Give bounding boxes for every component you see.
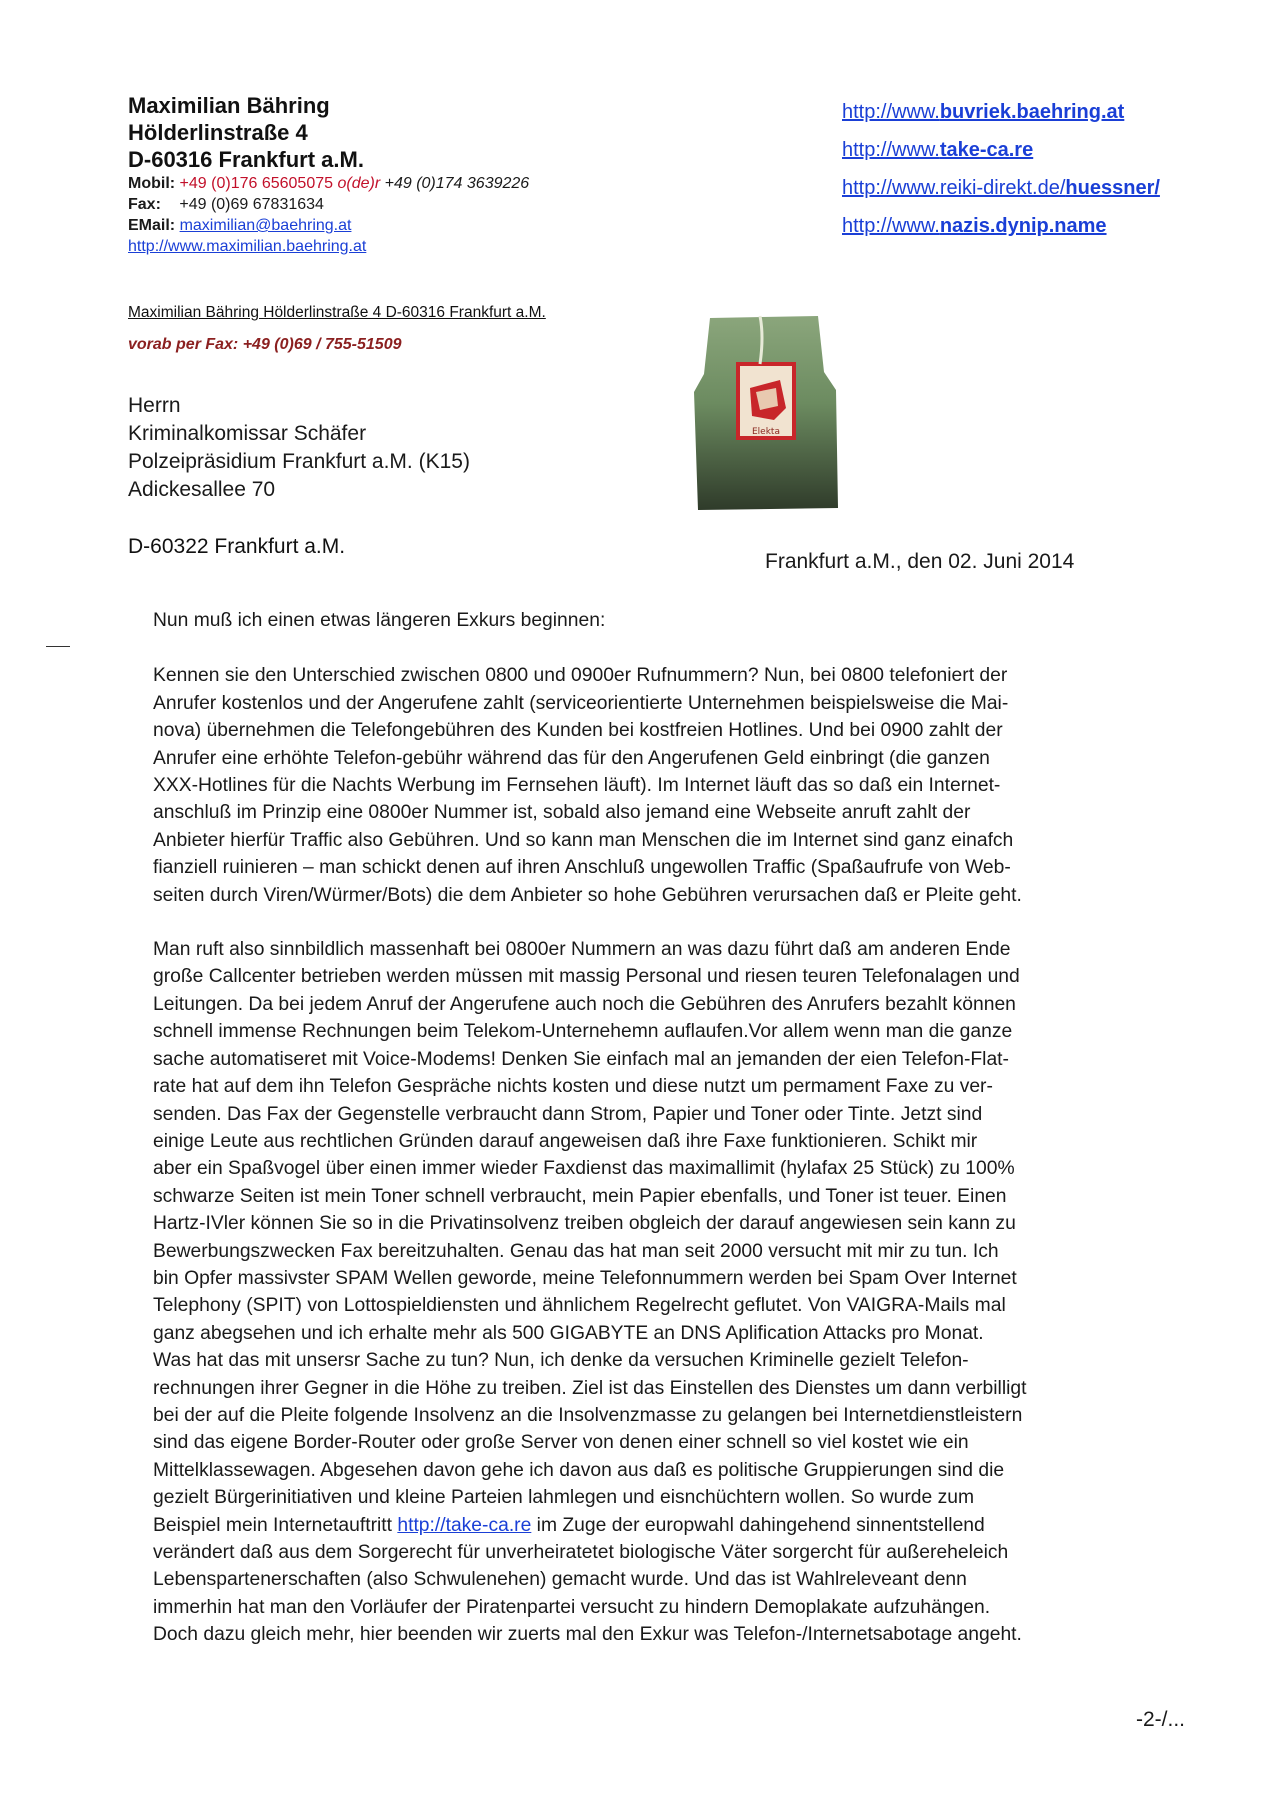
stamp-text: Elekta — [752, 427, 780, 437]
mobile-label: Mobil: — [128, 175, 176, 192]
body-line: Mittelklassewagen. Abgesehen davon gehe ich davon aus daß es politische Gruppierungen sind die — [153, 1459, 1005, 1481]
recipient-name: Kriminalkomissar Schäfer — [128, 422, 367, 445]
paragraph-1 — [153, 662, 1193, 909]
stamp-image — [690, 312, 840, 512]
header-links — [842, 100, 1262, 252]
body-line: schnell immense Rechnungen beim Telekom-Unternehemn auflaufen.Vor allem wenn man die ganze — [153, 1021, 1013, 1043]
body-line: rechnungen ihrer Gegner in die Höhe zu treiben. Ziel ist das Einstellen des Dienstes um dann verbilligt — [153, 1377, 1027, 1399]
body-text-fragment: Beispiel mein Internetauftritt — [153, 1514, 398, 1536]
body-line: fianziell ruinieren – man schickt denen auf ihren Anschluß ungewollen Traffic (Spaßaufrufe von Web- — [153, 857, 1011, 879]
body-line: große Callcenter betrieben werden müssen mit massig Personal und riesen teuren Telefonalagen und — [153, 966, 1020, 988]
body-line: sind das eigene Border-Router oder große Server von denen einer schnell so viel kostet wie ein — [153, 1432, 969, 1454]
body-line: nova) übernehmen die Telefongebühren des Kunden bei kostfreien Hotlines. Und bei 0900 zahlt der — [153, 720, 1003, 742]
page-number: -2-/... — [1136, 1708, 1186, 1731]
sender-mobile-line — [128, 173, 688, 194]
recipient-street: Adickesallee 70 — [128, 478, 276, 501]
paragraph-2 — [153, 936, 1193, 1649]
body-line: bei der auf die Pleite folgende Insolvenz an die Insolvenzmasse zu gelangen bei Internetdienstleistern — [153, 1404, 1023, 1426]
body-line: Man ruft also sinnbildlich massenhaft bei 0800er Nummern an was dazu führt daß am anderen Ende — [153, 939, 1011, 961]
fax-number: +49 (0)69 67831634 — [179, 196, 324, 213]
body-line: XXX-Hotlines für die Nachts Werbung im Fernsehen läuft). Im Internet läuft das so daß ein Internet- — [153, 775, 1001, 797]
mobile-number-1: +49 (0)176 65605075 — [179, 175, 334, 192]
body-line: Doch dazu gleich mehr, hier beenden wir zuerts mal den Exkur was Telefon-/Internetsabotage angeht. — [153, 1624, 1022, 1646]
body-text-fragment: im Zuge der europwahl dahingehend sinnentstellend — [531, 1514, 985, 1536]
body-line: Bewerbungszwecken Fax bereitzuhalten. Genau das hat man seit 2000 versucht mit mir zu tun. Ich — [153, 1240, 999, 1262]
body-line: Telephony (SPIT) von Lottospieldiensten und ähnlichem Regelrecht geflutet. Von VAIGRA-Mails mal — [153, 1295, 1006, 1317]
body-line: seiten durch Viren/Würmer/Bots) die dem Anbieter so hohe Gebühren verursachen daß er Pleite geht. — [153, 884, 1022, 906]
body-line: einige Leute aus rechtlichen Gründen darauf angeweisen daß ihre Faxe funktionieren. Schikt mir — [153, 1130, 978, 1152]
sender-name: Maximilian Bähring — [128, 93, 330, 118]
letter-body — [153, 607, 1193, 1649]
body-line: aber ein Spaßvogel über einen immer wieder Faxdienst das maximallimit (hylafax 25 Stück) zu 100% — [153, 1158, 1015, 1180]
body-line: ganz abegsehen und ich erhalte mehr als 500 GIGABYTE an DNS Aplification Attacks pro Monat. — [153, 1322, 984, 1344]
recipient-city: D-60322 Frankfurt a.M. — [128, 535, 346, 558]
take-ca-link[interactable]: http://take-ca.re — [397, 1514, 532, 1536]
body-line: Lebenspartenerschaften (also Schwulenehen) gemacht wurde. Und das ist Wahlreleveant denn — [153, 1569, 967, 1591]
body-line: anschluß im Prinzip eine 0800er Nummer ist, sobald also jemand eine Webseite anruft zahlt der — [153, 802, 971, 824]
intro-paragraph: Nun muß ich einen etwas längeren Exkurs beginnen: — [153, 610, 606, 631]
stamp-graphic — [690, 312, 840, 512]
fax-ahead-note: vorab per Fax: +49 (0)69 / 755-51509 — [128, 336, 402, 353]
recipient-block — [128, 392, 470, 504]
sender-fax-line — [128, 194, 688, 215]
mobile-or: o(de)r — [337, 175, 381, 192]
body-line: schwarze Seiten ist mein Toner schnell verbraucht, mein Papier ebenfalls, und Toner ist teuer. Einen — [153, 1185, 1007, 1207]
email-label: EMail: — [128, 217, 176, 234]
sender-city: D-60316 Frankfurt a.M. — [128, 147, 364, 172]
link-buvriek[interactable]: http://www.buvriek.baehring.at — [842, 101, 1125, 123]
fold-mark — [46, 646, 70, 647]
body-line: Anrufer eine erhöhte Telefon-gebühr während das für den Angerufenen Geld einbringt (die ganzen — [153, 747, 990, 769]
body-line: Was hat das mit unsersr Sache zu tun? Nun, ich denke da versuchen Kriminelle gezielt Telefon- — [153, 1350, 969, 1372]
website-link[interactable]: http://www.maximilian.baehring.at — [128, 238, 367, 255]
email-link[interactable]: maximilian@baehring.at — [179, 217, 352, 234]
link-take-ca[interactable]: http://www.take-ca.re — [842, 139, 1034, 161]
sender-street: Hölderlinstraße 4 — [128, 120, 308, 145]
recipient-org: Polzeipräsidium Frankfurt a.M. (K15) — [128, 450, 470, 473]
body-line: Anbieter hierfür Traffic also Gebühren. Und so kann man Menschen die im Internet sind ganz einafch — [153, 829, 1014, 851]
body-line: immerhin hat man den Vorläufer der Piratenpartei versucht zu hindern Demoplakate aufzuhängen. — [153, 1596, 991, 1618]
body-line: gezielt Bürgerinitiativen und kleine Parteien lahmlegen und eisnchüchtern wollen. So wurde zum — [153, 1487, 975, 1509]
body-line: Kennen sie den Unterschied zwischen 0800 und 0900er Rufnummern? Nun, bei 0800 telefoniert der — [153, 665, 1008, 687]
sender-email-line — [128, 215, 688, 236]
body-line: bin Opfer massivster SPAM Wellen geworde, meine Telefonnummern werden bei Spam Over Internet — [153, 1267, 1017, 1289]
body-line: senden. Das Fax der Gegenstelle verbraucht dann Strom, Papier und Toner oder Tinte. Jetzt sind — [153, 1103, 983, 1125]
mobile-number-2: +49 (0)174 3639226 — [384, 175, 530, 192]
return-address-line: Maximilian Bähring Hölderlinstraße 4 D-60316 Frankfurt a.M. — [128, 304, 546, 321]
body-line: Leitungen. Da bei jedem Anruf der Angerufene auch noch die Gebühren des Anrufers bezahlt können — [153, 993, 1016, 1015]
body-line: verändert daß aus dem Sorgerecht für unverheiratetet biologische Väter sorgercht für außereheleich — [153, 1542, 1009, 1563]
body-line: Anrufer kostenlos und der Angerufene zahlt (serviceorientierte Unternehmen beispielsweise die Mai- — [153, 692, 1009, 714]
link-reiki-direkt[interactable]: http://www.reiki-direkt.de/huessner/ — [842, 177, 1160, 199]
date-line: Frankfurt a.M., den 02. Juni 2014 — [765, 550, 1075, 573]
fax-label: Fax: — [128, 196, 161, 213]
recipient-salutation: Herrn — [128, 394, 181, 417]
body-line: Hartz-IVler können Sie so in die Privatinsolvenz treiben obgleich der darauf angewiesen sein kann zu — [153, 1213, 1016, 1235]
body-line: sache automatiseret mit Voice-Modems! Denken Sie einfach mal an jemanden der eien Telefon-Flat- — [153, 1048, 1009, 1070]
sender-block — [128, 92, 688, 257]
body-line: rate hat auf dem ihn Telefon Gespräche nichts kosten und diese nutzt um permament Faxe zu ver- — [153, 1076, 993, 1098]
sender-website-line — [128, 236, 688, 257]
link-nazis-dynip[interactable]: http://www.nazis.dynip.name — [842, 215, 1107, 237]
body-line-with-link — [153, 1512, 1193, 1539]
